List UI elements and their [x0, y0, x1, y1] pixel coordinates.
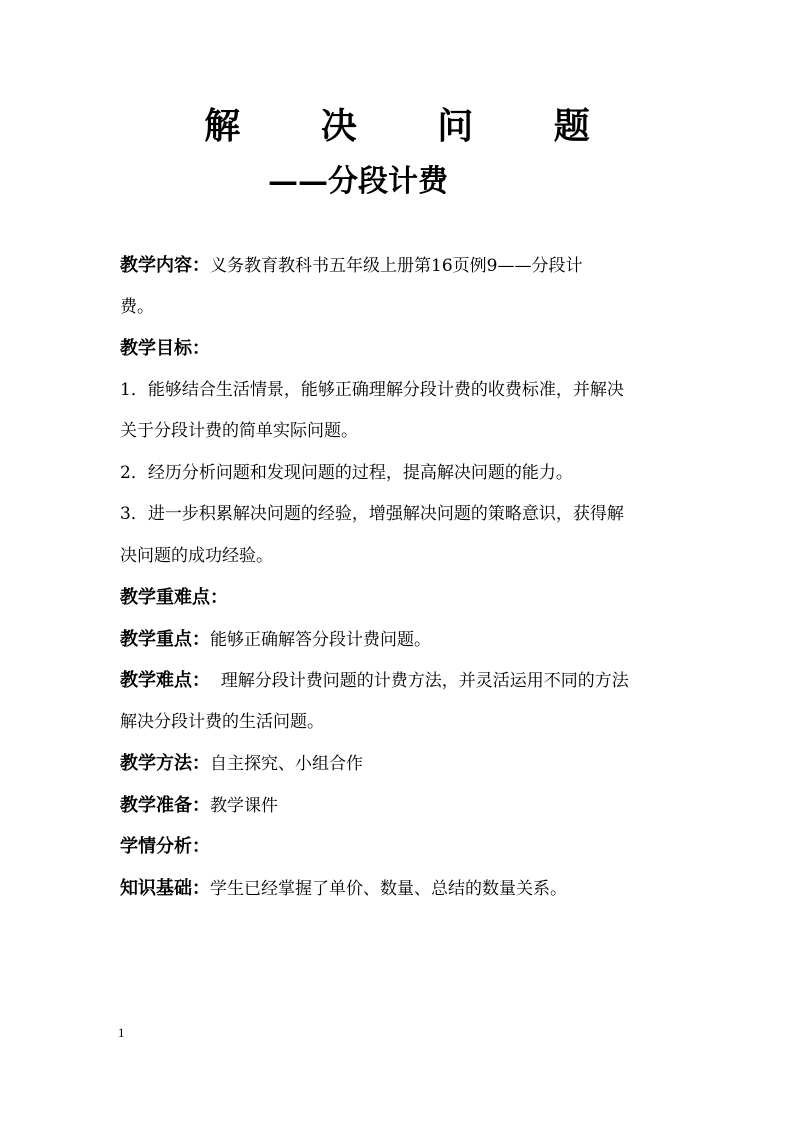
- teaching-content-label: 教学内容：: [120, 255, 210, 276]
- analysis-heading: 学情分析：: [120, 836, 210, 857]
- knowledge-text: 学生已经掌握了单价、数量、总结的数量关系。: [210, 878, 567, 899]
- method-label: 教学方法：: [120, 753, 210, 774]
- document-title: 解 决 问 题: [204, 105, 624, 147]
- knowledge-label: 知识基础：: [120, 877, 210, 899]
- objectives-heading: 教学目标：: [120, 338, 210, 359]
- teaching-content-continuation: 费。: [120, 296, 154, 317]
- objective-2: 2．经历分析问题和发现问题的过程，提高解决问题的能力。: [120, 462, 573, 483]
- page-number: 1: [118, 1025, 125, 1040]
- difficult-point-label: 教学难点：: [120, 670, 210, 691]
- preparation-line: [120, 785, 680, 827]
- difficult-point-text: 理解分段计费问题的计费方法，并灵活运用不同的方法: [210, 671, 629, 691]
- objective-1-line-2: 关于分段计费的简单实际问题。: [120, 421, 358, 441]
- objective-3-line-1: 3．进一步积累解决问题的经验，增强解决问题的策略意识，获得解: [120, 504, 624, 524]
- method-line: [120, 743, 680, 785]
- key-difficult-heading: 教学重难点：: [120, 587, 228, 608]
- preparation-label: 教学准备：: [120, 794, 210, 816]
- document-subtitle: ——分段计费: [268, 164, 448, 199]
- preparation-text: 教学课件: [210, 795, 278, 816]
- objective-3-line-2: 决问题的成功经验。: [120, 545, 273, 566]
- key-point-line: [120, 619, 680, 661]
- key-point-text: 能够正确解答分段计费问题。: [210, 629, 431, 650]
- teaching-content-line: [120, 245, 680, 287]
- difficult-point-continuation: 解决分段计费的生活问题。: [120, 711, 324, 732]
- difficult-point-line: [120, 660, 680, 702]
- objective-1-line-1: 1．能够结合生活情景，能够正确理解分段计费的收费标准，并解决: [120, 379, 624, 400]
- document-body: [120, 245, 680, 909]
- method-text: 自主探究、小组合作: [210, 754, 363, 774]
- key-point-label: 教学重点：: [120, 628, 210, 650]
- teaching-content-text: 义务教育教科书五年级上册第16页例9——分段计: [210, 256, 583, 276]
- knowledge-line: [120, 868, 680, 910]
